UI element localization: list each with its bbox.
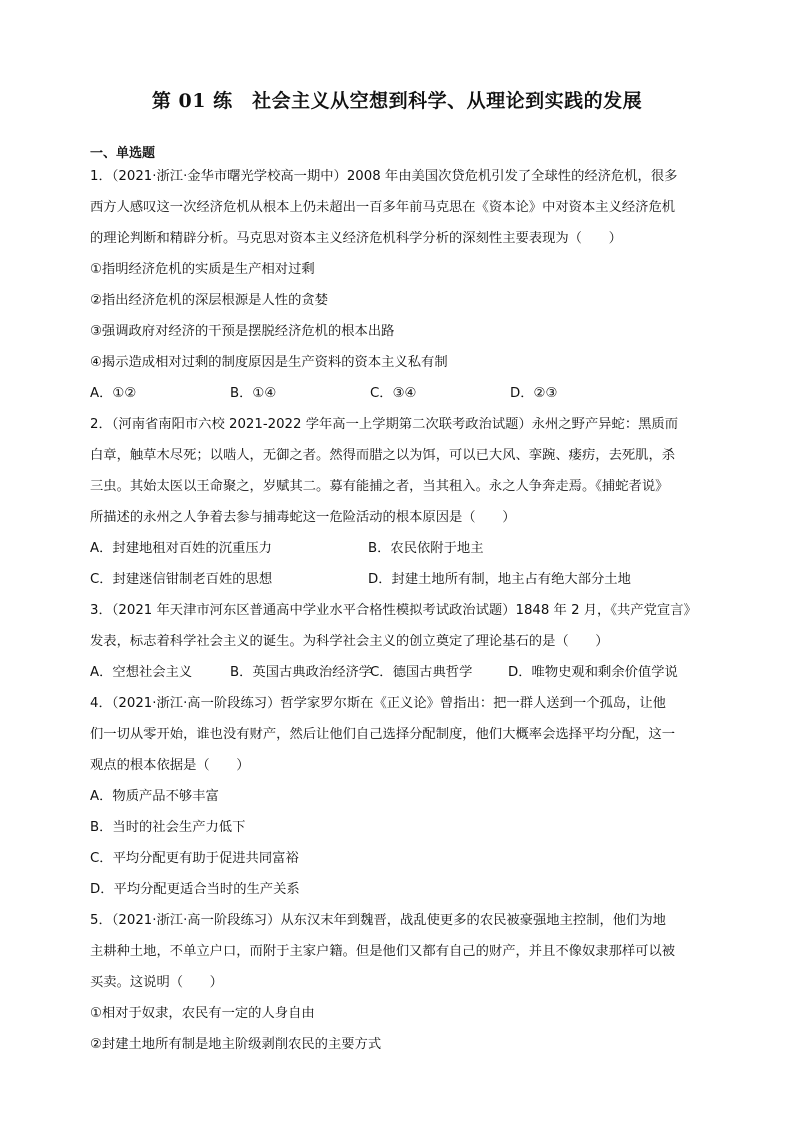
q2-stem-line-1: 2．（河南省南阳市六校 2021-2022 学年高一上学期第二次联考政治试题）永州之野产异蛇：黑质而 — [90, 417, 679, 432]
q1-statement-2: ②指出经济危机的深层根源是人性的贪婪 — [90, 293, 328, 308]
q5-statement-1: ①相对于奴隶，农民有一定的人身自由 — [90, 1006, 315, 1021]
q2-stem-line-4: 所描述的永州之人争着去参与捕毒蛇这一危险活动的根本原因是（ ） — [90, 510, 516, 525]
q1-options — [90, 378, 710, 409]
q5-stem-line-2: 主耕种土地，不单立户口，而附于主家户籍。但是他们又都有自己的财产，并且不像奴隶那样可以被 — [90, 944, 676, 959]
q1-stem-line-2: 西方人感叹这一次经济危机从根本上仍未超出一百多年前马克思在《资本论》中对资本主义经济危机 — [90, 200, 676, 215]
q3-option-b: B．英国古典政治经济学 — [230, 665, 373, 680]
question-list — [90, 161, 710, 1060]
section-heading: 一、单选题 — [90, 146, 156, 161]
q2-options-row-2 — [90, 564, 710, 595]
page-title: 第 01 练 社会主义从空想到科学、从理论到实践的发展 — [151, 90, 643, 112]
q5-stem-line-3: 买卖。这说明（ ） — [90, 975, 223, 990]
q2-stem-line-2: 白章，触草木尽死；以啮人，无御之者。然得而腊之以为饵，可以已大风、挛踠、瘘疠，去死肌，杀 — [90, 448, 676, 463]
q4-stem-line-1: 4．（2021·浙江·高一阶段练习）哲学家罗尔斯在《正义论》曾指出：把一群人送到一个孤岛，让他 — [90, 696, 666, 711]
q3-option-c: C．德国古典哲学 — [370, 665, 473, 680]
q2-option-d: D．封建土地所有制，地主占有绝大部分土地 — [368, 572, 631, 587]
q2-option-a: A．封建地租对百姓的沉重压力 — [90, 541, 272, 556]
q1-stem-line-1: 1．（2021·浙江·金华市曙光学校高一期中）2008 年由美国次贷危机引发了全球性的经济危机，很多 — [90, 169, 678, 184]
q1-option-a: A．①② — [90, 386, 137, 401]
q1-stem-line-3: 的理论判断和精辟分析。马克思对资本主义经济危机科学分析的深刻性主要表现为（ ） — [90, 231, 622, 246]
q3-stem-line-1: 3．（2021 年天津市河东区普通高中学业水平合格性模拟考试政治试题）1848 年 2 月，《共产党宣言》 — [90, 603, 697, 618]
q4-stem-line-3: 观点的根本依据是（ ） — [90, 758, 250, 773]
q1-statement-1: ①指明经济危机的实质是生产相对过剩 — [90, 262, 315, 277]
q4-stem-line-2: 们一切从零开始，谁也没有财产，然后让他们自己选择分配制度，他们大概率会选择平均分配，这一 — [90, 727, 676, 742]
q1-option-b: B．①④ — [230, 386, 277, 401]
q1-option-d: D．②③ — [510, 386, 558, 401]
q1-statement-3: ③强调政府对经济的干预是摆脱经济危机的根本出路 — [90, 324, 395, 339]
q4-option-c: C．平均分配更有助于促进共同富裕 — [90, 851, 299, 866]
q3-stem-line-2: 发表，标志着科学社会主义的诞生。为科学社会主义的创立奠定了理论基石的是（ ） — [90, 634, 609, 649]
q4-option-a: A．物质产品不够丰富 — [90, 789, 219, 804]
q5-stem-line-1: 5．（2021·浙江·高一阶段练习）从东汉末年到魏晋，战乱使更多的农民被豪强地主控制，他们为地 — [90, 913, 666, 928]
q2-stem-line-3: 三虫。其始太医以王命聚之，岁赋其二。募有能捕之者，当其租入。永之人争奔走焉。《捕蛇者说》 — [90, 479, 669, 494]
q2-option-c: C．封建迷信钳制老百姓的思想 — [90, 572, 273, 587]
q1-statement-4: ④揭示造成相对过剩的制度原因是生产资料的资本主义私有制 — [90, 355, 448, 370]
q3-options — [90, 657, 710, 688]
q1-option-c: C．③④ — [370, 386, 417, 401]
q3-option-d: D．唯物史观和剩余价值学说 — [508, 665, 678, 680]
q4-option-b: B．当时的社会生产力低下 — [90, 820, 246, 835]
q2-option-b: B．农民依附于地主 — [368, 541, 484, 556]
q4-option-d: D．平均分配更适合当时的生产关系 — [90, 882, 300, 897]
q5-statement-2: ②封建土地所有制是地主阶级剥削农民的主要方式 — [90, 1037, 382, 1052]
q3-option-a: A．空想社会主义 — [90, 665, 193, 680]
q2-options-row-1 — [90, 533, 710, 564]
